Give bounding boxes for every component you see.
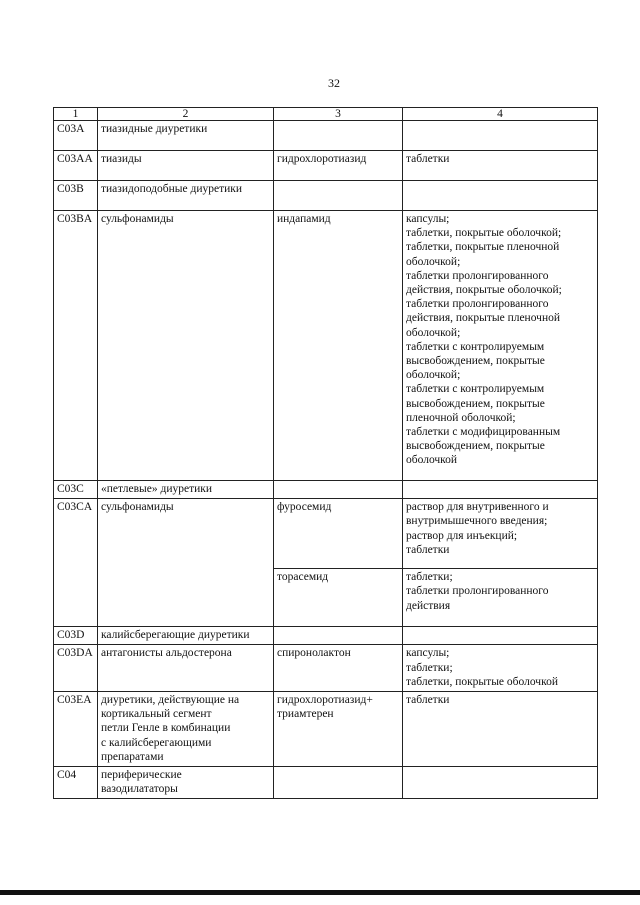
atc-code-cell: C03D — [54, 627, 98, 645]
table-header-row — [54, 108, 598, 121]
atc-code-cell: C03CA — [54, 499, 98, 627]
table-row — [54, 481, 598, 499]
table-row — [54, 121, 598, 151]
atc-code-cell: C03DA — [54, 645, 98, 692]
column-header-2: 2 — [98, 108, 274, 121]
table-row — [54, 692, 598, 767]
column-header-3: 3 — [274, 108, 403, 121]
group-cell: тиазидоподобные диуретики — [98, 181, 274, 211]
column-header-4: 4 — [403, 108, 598, 121]
group-cell: диуретики, действующие на кортикальный сегмент петли Генле в комбинации с калийсберегающими препаратами — [98, 692, 274, 767]
group-cell: антагонисты альдостерона — [98, 645, 274, 692]
group-cell: тиазидные диуретики — [98, 121, 274, 151]
atc-code-cell: C03B — [54, 181, 98, 211]
table-row — [54, 151, 598, 181]
table-row — [54, 181, 598, 211]
form-cell: таблетки — [403, 692, 598, 767]
drug-cell: индапамид — [274, 211, 403, 481]
form-cell: капсулы; таблетки, покрытые оболочкой; таблетки, покрытые пленочной оболочкой; таблетки пролонгированного действия, покрытые оболочкой; таблетки пролонгированного действия, покрытые пленочной оболочкой; таблетки с контролируемым высвобождением, покрытые оболочкой; таблетки с контролируемым высвобождением, покрытые пленочной оболочкой; таблетки с модифицированным высвобождением, покрытые оболочкой — [403, 211, 598, 481]
form-cell — [403, 181, 598, 211]
form-cell — [403, 121, 598, 151]
atc-code-cell: C03BA — [54, 211, 98, 481]
drug-cell — [274, 767, 403, 799]
drug-cell — [274, 481, 403, 499]
table-row — [54, 211, 598, 481]
form-cell: капсулы; таблетки; таблетки, покрытые оболочкой — [403, 645, 598, 692]
atc-code-cell: C04 — [54, 767, 98, 799]
table-row — [54, 627, 598, 645]
atc-code-cell: C03AA — [54, 151, 98, 181]
drug-cell: спиронолактон — [274, 645, 403, 692]
bottom-scan-border — [0, 890, 640, 895]
form-cell: раствор для внутривенного и внутримышечного введения; раствор для инъекций; таблетки — [403, 499, 598, 569]
atc-code-cell: C03EA — [54, 692, 98, 767]
drug-cell: гидрохлоротиазид+ триамтерен — [274, 692, 403, 767]
table-row — [54, 767, 598, 799]
group-cell: сульфонамиды — [98, 499, 274, 627]
drug-cell — [274, 181, 403, 211]
drug-table — [53, 107, 598, 799]
form-cell — [403, 767, 598, 799]
drug-cell — [274, 121, 403, 151]
group-cell: калийсберегающие диуретики — [98, 627, 274, 645]
page-number: 32 — [328, 76, 340, 90]
drug-cell — [274, 627, 403, 645]
column-header-1: 1 — [54, 108, 98, 121]
form-cell: таблетки — [403, 151, 598, 181]
atc-code-cell: C03C — [54, 481, 98, 499]
group-cell: периферические вазодилататоры — [98, 767, 274, 799]
drug-cell: гидрохлоротиазид — [274, 151, 403, 181]
group-cell: сульфонамиды — [98, 211, 274, 481]
form-cell: таблетки; таблетки пролонгированного действия — [403, 569, 598, 627]
table-row — [54, 645, 598, 692]
form-cell — [403, 481, 598, 499]
atc-code-cell: C03A — [54, 121, 98, 151]
group-cell: тиазиды — [98, 151, 274, 181]
form-cell — [403, 627, 598, 645]
group-cell: «петлевые» диуретики — [98, 481, 274, 499]
drug-cell: фуросемид — [274, 499, 403, 569]
drug-cell: торасемид — [274, 569, 403, 627]
table-row — [54, 499, 598, 569]
